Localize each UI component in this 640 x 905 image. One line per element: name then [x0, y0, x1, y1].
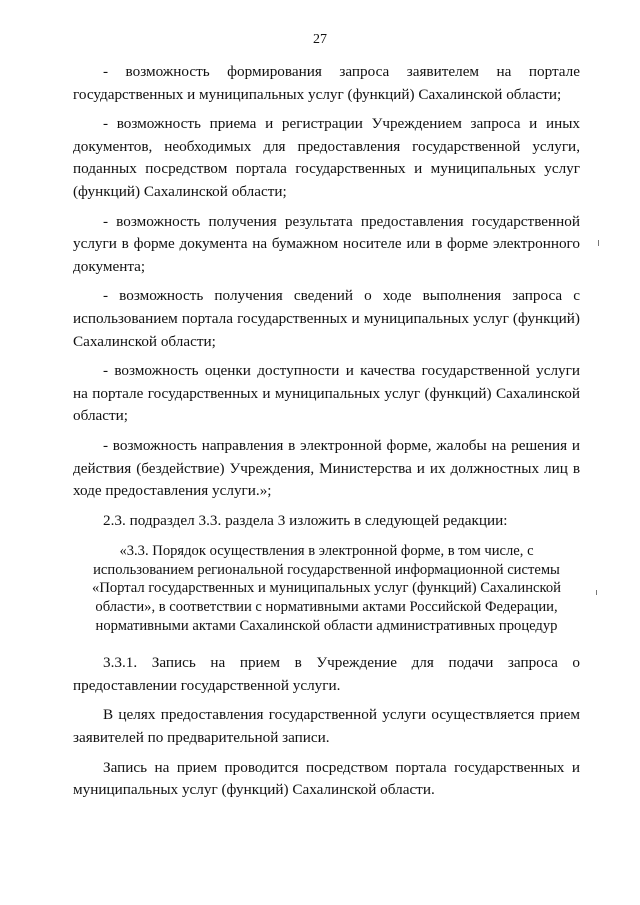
paragraph-bullet-3: - возможность получения результата предоставления государственной услуги в форме документа на бумажном носителе или в форме электронного документа;	[73, 212, 580, 275]
paragraph-bullet-4: - возможность получения сведений о ходе выполнения запроса с использованием портала государственных и муниципальных услуг (функций) Сахалинской области;	[73, 287, 580, 350]
paragraph-bullet-5: - возможность оценки доступности и качества государственной услуги на портале государственных и муниципальных услуг (функций) Сахалинской области;	[73, 362, 580, 425]
paragraph-bullet-1: - возможность формирования запроса заявителем на портале государственных и муниципальных услуг (функций) Сахалинской области;	[73, 63, 580, 103]
section-heading: «3.3. Порядок осуществления в электронной форме, в том числе, с использованием региональной государственной информационной системы «Портал государственных и муниципальных услуг (функций) Сахалинской области», в соответствии с нормативными актами Российской Федерации, нормативными актами Сахалинской области административных процедур	[92, 543, 561, 634]
page-number: 27	[313, 32, 327, 47]
paragraph-purpose: В целях предоставления государственной услуги осуществляется прием заявителей по предварительной записи.	[73, 706, 580, 747]
scan-mark	[596, 590, 597, 595]
paragraph-bullet-2: - возможность приема и регистрации Учреждением запроса и иных документов, необходимых для предоставления государственной услуги, поданных посредством портала государственных и муниципальных услуг (функций) Сахалинской области;	[73, 115, 580, 200]
paragraph-amendment: 2.3. подраздел 3.3. раздела 3 изложить в следующей редакции:	[103, 511, 508, 529]
paragraph-portal: Запись на прием проводится посредством портала государственных и муниципальных услуг (функций) Сахалинской области.	[73, 758, 580, 799]
scan-mark	[598, 240, 599, 246]
document-body	[73, 61, 580, 809]
paragraph-bullet-6: - возможность направления в электронной форме, жалобы на решения и действия (бездействие) Учреждения, Министерства и их должностных лиц в ходе предоставления услуги.»;	[73, 436, 580, 500]
paragraph-3-3-1: 3.3.1. Запись на прием в Учреждение для подачи запроса о предоставлении государственной услуги.	[73, 654, 580, 694]
